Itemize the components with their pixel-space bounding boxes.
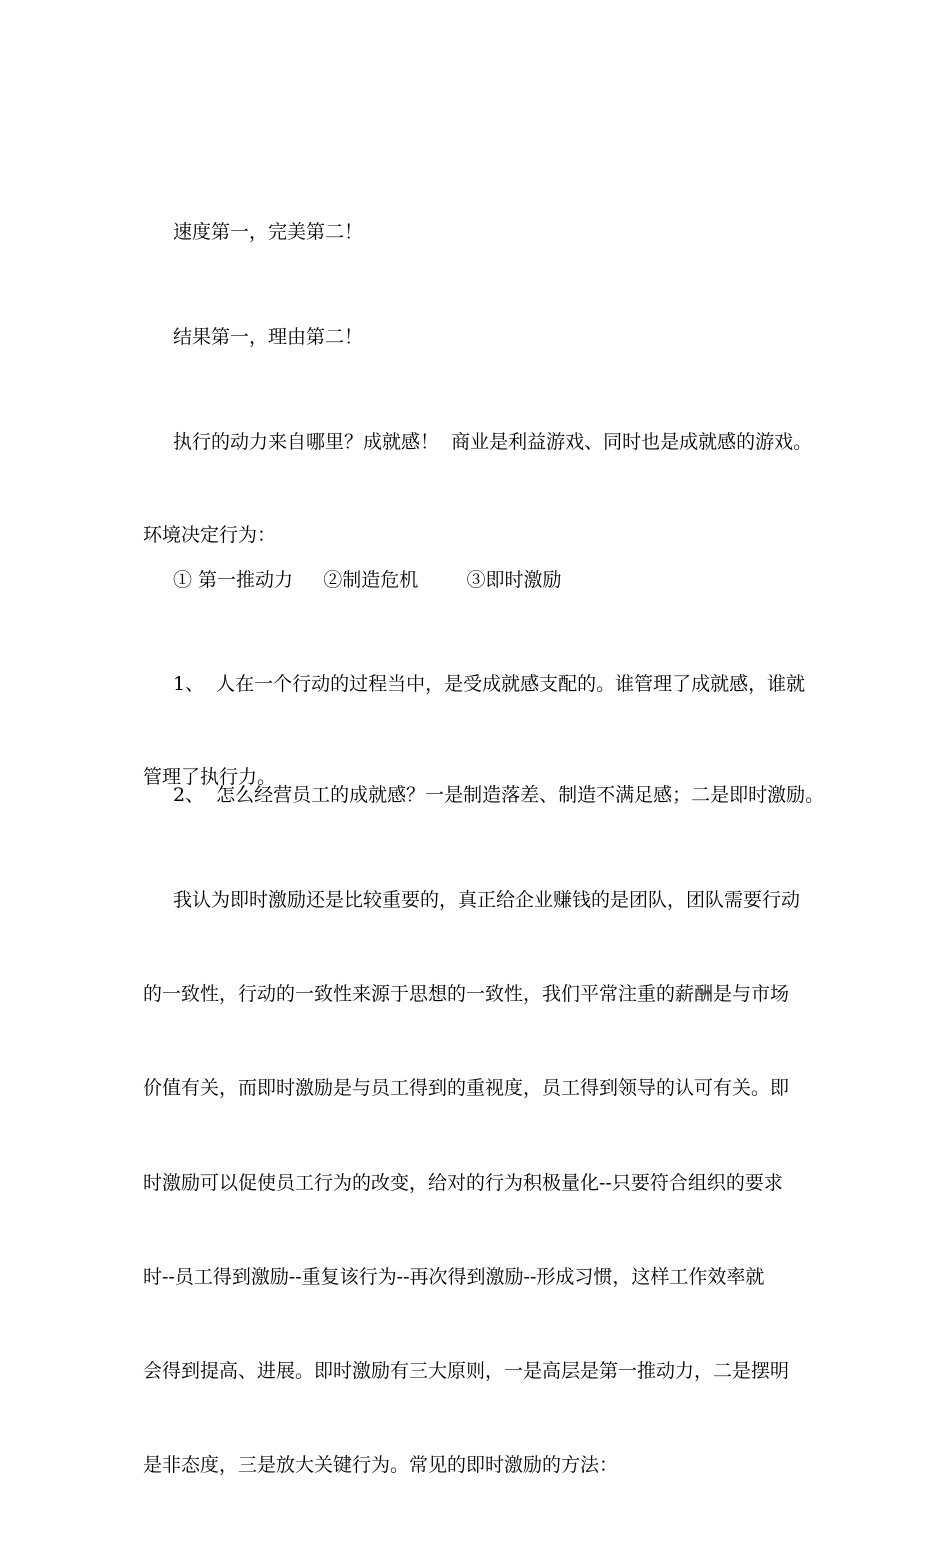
text-line: 速度第一，完美第二！ xyxy=(173,221,364,243)
text-line: 1、 人在一个行动的过程当中，是受成就感支配的。谁管理了成就感，谁就 xyxy=(173,673,806,695)
text-line: 我认为即时激励还是比较重要的，真正给企业赚钱的是团队，团队需要行动 xyxy=(173,889,801,911)
text-line: 价值有关，而即时激励是与员工得到的重视度，员工得到领导的认可有关。即 xyxy=(143,1077,790,1100)
text-line: 环境决定行为： xyxy=(143,524,277,546)
paragraph-opinion xyxy=(143,823,818,1544)
text-line: 执行的动力来自哪里？成就感！ 商业是利益游戏、同时也是成就感的游戏。 xyxy=(173,431,813,453)
text-line: 结果第一，理由第二！ xyxy=(173,326,364,348)
text-line: 时激励可以促使员工行为的改变，给对的行为积极量化--只要符合组织的要求 xyxy=(143,1171,783,1194)
text-line: 时--员工得到激励--重复该行为--再次得到激励--形成习惯，这样工作效率就 xyxy=(143,1265,765,1288)
text-line: 管理了执行力。 xyxy=(143,766,277,788)
text-line: 会得到提高、进展。即时激励有三大原则，一是高层是第一推动力，二是摆明 xyxy=(143,1359,790,1382)
text-line: 2、 怎么经营员工的成就感？一是制造落差、制造不满足感；二是即时激励。 xyxy=(173,784,825,806)
text-line: 的一致性，行动的一致性来源于思想的一致性，我们平常注重的薪酬是与市场 xyxy=(143,983,790,1006)
text-line: ① 第一推动力 ②制造危机 ③即时激励 xyxy=(173,569,562,591)
text-line: 是非态度，三是放大关键行为。常见的即时激励的方法： xyxy=(143,1454,619,1477)
